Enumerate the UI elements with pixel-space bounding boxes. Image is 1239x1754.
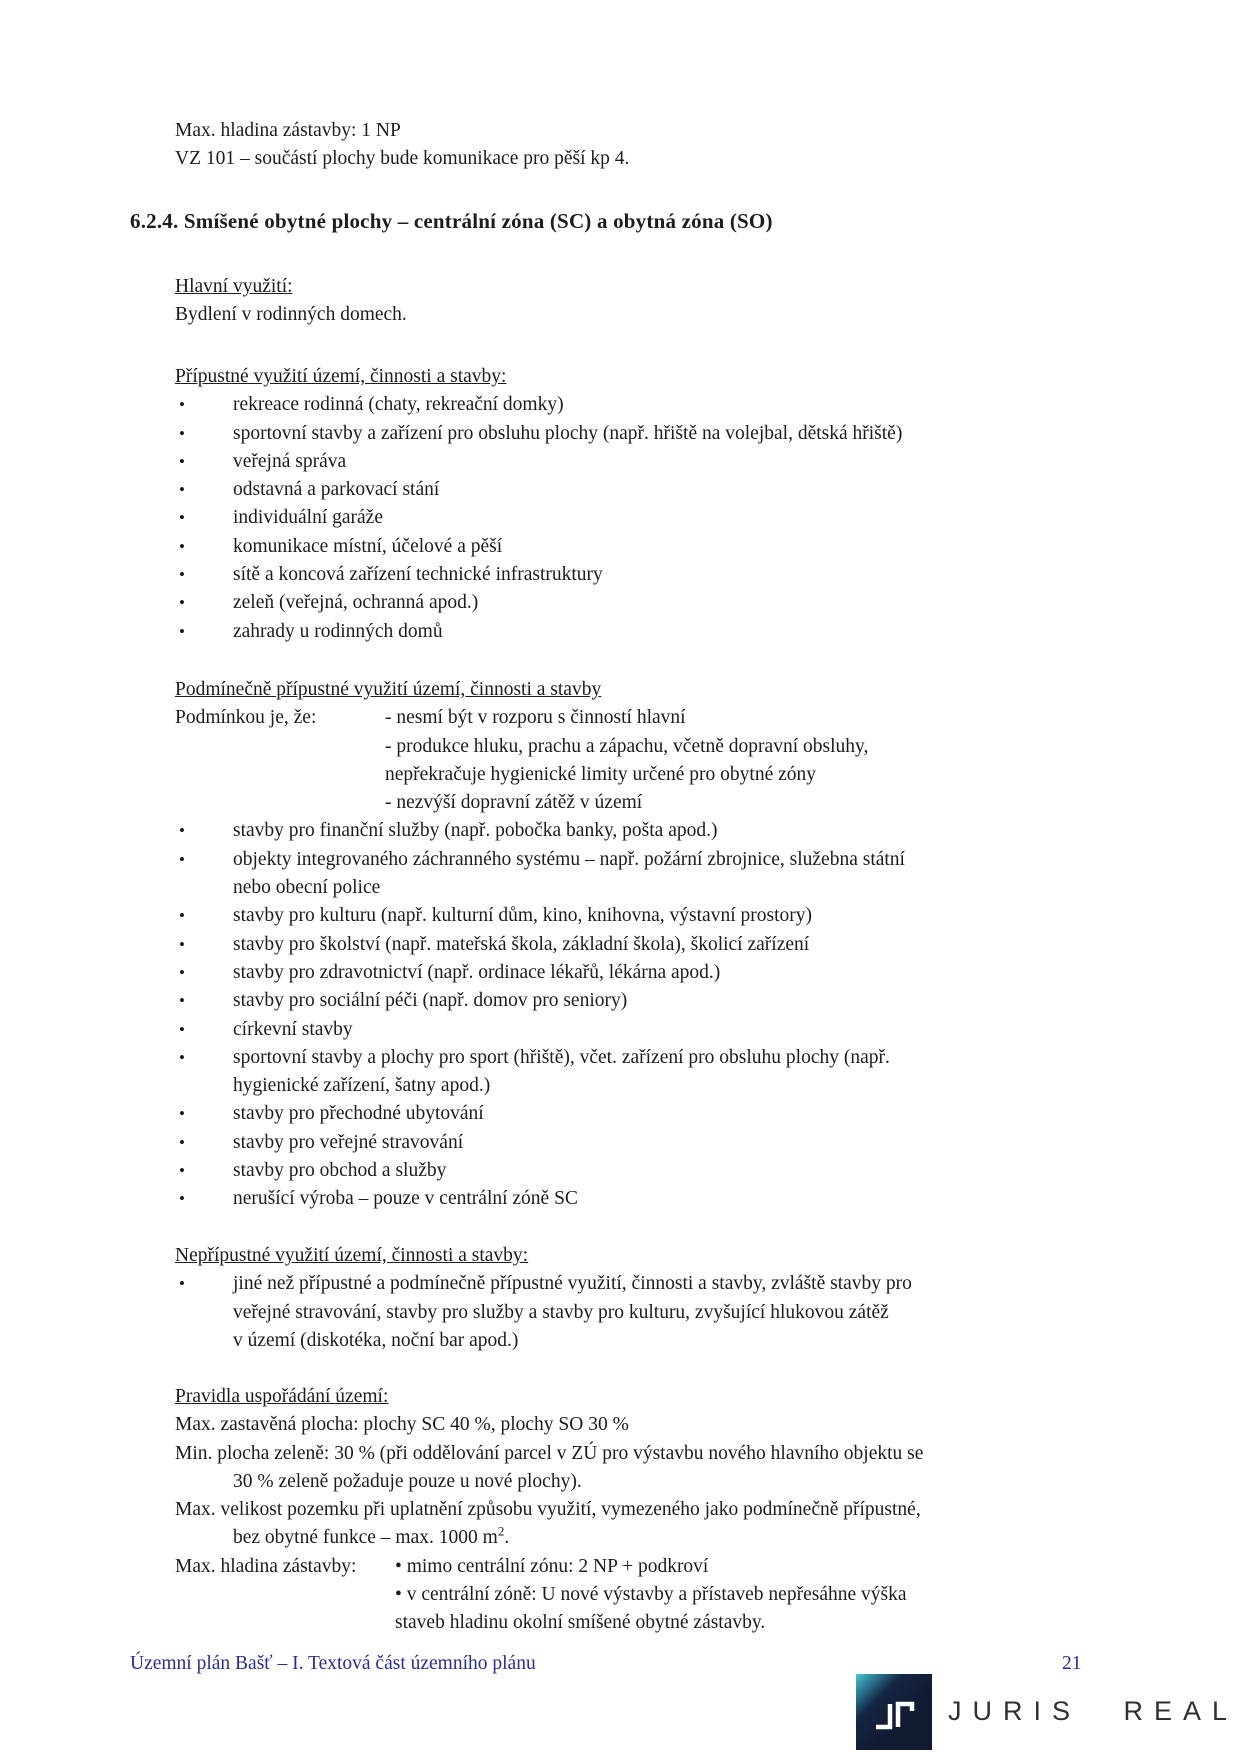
list-item: [175, 959, 905, 987]
logo-square-icon: [856, 1674, 932, 1750]
list-item-text: stavby pro veřejné stravování: [233, 1131, 464, 1153]
hlavni-section: [175, 273, 407, 330]
list-item-text: stavby pro kulturu (např. kulturní dům, kino, knihovna, výstavní prostory): [233, 905, 812, 927]
list-item-text: jiné než přípustné a podmínečně přípustné využití, činnosti a stavby, zvláště stavby pro: [233, 1273, 912, 1295]
pravidla-line: Max. zastavěná plocha: plochy SC 40 %, plochy SO 30 %: [175, 1414, 629, 1436]
list-item: [175, 391, 902, 419]
list-item: [175, 504, 902, 532]
list-item-text: stavby pro finanční služby (např. pobočka banky, pošta apod.): [233, 820, 718, 842]
bullet-icon: [179, 1044, 185, 1072]
list-item-continuation: hygienické zařízení, šatny apod.): [233, 1075, 491, 1097]
list-item-text: církevní stavby: [233, 1018, 353, 1040]
bullet-icon: [179, 1270, 185, 1298]
juris-real-logo-icon: [856, 1674, 932, 1750]
bullet-icon: [179, 448, 185, 476]
list-item: [175, 1100, 905, 1128]
pravidla-section: [175, 1383, 923, 1638]
hladina-line: • v centrální zóně: U nové výstavby a přístaveb nepřesáhne výška: [395, 1584, 907, 1606]
pravidla-line-continuation: [175, 1524, 923, 1552]
hlavni-heading: Hlavní využití:: [175, 276, 293, 297]
list-item: [175, 448, 902, 476]
list-item: [175, 987, 905, 1015]
condition-line: nepřekračuje hygienické limity určené pro obytné zóny: [385, 763, 816, 785]
footer-document-title: Územní plán Bašť – I. Textová část územního plánu: [130, 1653, 536, 1674]
bullet-icon: [179, 817, 185, 845]
list-item-text: stavby pro sociální péči (např. domov pro seniory): [233, 990, 628, 1012]
list-item: [175, 1044, 905, 1072]
list-item-continuation: veřejné stravování, stavby pro služby a stavby pro kulturu, zvyšující hlukovou zátěž: [233, 1301, 889, 1323]
bullet-icon: [179, 959, 185, 987]
hladina-line: • mimo centrální zónu: 2 NP + podkroví: [395, 1555, 709, 1577]
podminecne-heading: Podmínečně přípustné využití území, činnosti a stavby: [175, 679, 602, 700]
list-item-text: objekty integrovaného záchranného systému – např. požární zbrojnice, služebna státní: [233, 848, 905, 870]
brand-wordmark: JURIS REAL: [948, 1696, 1239, 1726]
podminecne-section: [175, 676, 905, 1214]
list-item: [175, 902, 905, 930]
list-item: [175, 1129, 905, 1157]
page-number: 21: [1062, 1653, 1082, 1674]
intro-block: [175, 117, 629, 174]
list-item: [175, 1157, 905, 1185]
bullet-icon: [179, 476, 185, 504]
pripustne-heading: Přípustné využití území, činnosti a stavby:: [175, 366, 507, 387]
list-item: [175, 420, 902, 448]
pravidla-line-continuation: 30 % zeleně požaduje pouze u nové plochy).: [233, 1470, 582, 1492]
hladina-label: Max. hladina zástavby:: [175, 1555, 357, 1577]
condition-line: - nesmí být v rozporu s činností hlavní: [385, 707, 686, 729]
bullet-icon: [179, 504, 185, 532]
list-item-text: sportovní stavby a plochy pro sport (hřiště), včet. zařízení pro obsluhu plochy (např.: [233, 1046, 890, 1068]
list-item-text: stavby pro obchod a služby: [233, 1160, 447, 1182]
superscript: 2: [497, 1523, 505, 1539]
intro-line: VZ 101 – součástí plochy bude komunikace pro pěší kp 4.: [175, 148, 630, 170]
list-item: [175, 931, 905, 959]
list-item: [175, 476, 902, 504]
list-item: [175, 1016, 905, 1044]
bullet-icon: [179, 589, 185, 617]
hlavni-body: Bydlení v rodinných domech.: [175, 304, 407, 326]
bullet-icon: [179, 391, 185, 419]
bullet-icon: [179, 846, 185, 874]
bullet-icon: [179, 618, 185, 646]
list-item-text: odstavná a parkovací stání: [233, 479, 440, 501]
list-item-text: zahrady u rodinných domů: [233, 620, 443, 642]
bullet-icon: [179, 561, 185, 589]
list-item-text: stavby pro přechodné ubytování: [233, 1103, 484, 1125]
condition-line: - nezvýší dopravní zátěž v území: [385, 792, 643, 814]
list-item: [175, 1185, 905, 1213]
hladina-line: staveb hladinu okolní smíšené obytné zástavby.: [395, 1612, 766, 1634]
list-item-text: veřejná správa: [233, 450, 347, 472]
list-item-text: sportovní stavby a zařízení pro obsluhu plochy (např. hřiště na volejbal, dětská hřiště): [233, 422, 903, 444]
bullet-icon: [179, 902, 185, 930]
pravidla-line-text: .: [504, 1527, 510, 1549]
bullet-icon: [179, 1157, 185, 1185]
list-item-text: stavby pro zdravotnictví (např. ordinace lékařů, lékárna apod.): [233, 961, 721, 983]
bullet-icon: [179, 931, 185, 959]
bullet-icon: [179, 1100, 185, 1128]
list-item: [175, 589, 902, 617]
intro-line: Max. hladina zástavby: 1 NP: [175, 120, 401, 141]
list-item-text: sítě a koncová zařízení technické infrastruktury: [233, 564, 603, 586]
section-heading: 6.2.4. Smíšené obytné plochy – centrální zóna (SC) a obytná zóna (SO): [130, 209, 773, 233]
nepripustne-heading: Nepřípustné využití území, činnosti a stavby:: [175, 1245, 529, 1266]
list-item-continuation: v území (diskotéka, noční bar apod.): [233, 1329, 519, 1351]
pripustne-section: [175, 363, 902, 646]
pravidla-heading: Pravidla uspořádání území:: [175, 1386, 389, 1407]
nepripustne-section: [175, 1242, 912, 1355]
list-item-text: zeleň (veřejná, ochranná apod.): [233, 592, 479, 614]
list-item: [175, 533, 902, 561]
list-item-continuation: nebo obecní police: [233, 877, 381, 899]
bullet-icon: [179, 1016, 185, 1044]
list-item-text: rekreace rodinná (chaty, rekreační domky): [233, 394, 564, 416]
pravidla-line: Min. plocha zeleně: 30 % (při oddělování parcel v ZÚ pro výstavbu nového hlavního objektu se: [175, 1442, 924, 1464]
hladina-block: [175, 1553, 923, 1638]
bullet-icon: [179, 420, 185, 448]
bullet-icon: [179, 1129, 185, 1157]
condition-label: Podmínkou je, že:: [175, 707, 317, 729]
condition-block: [175, 704, 905, 817]
list-item: [175, 561, 902, 589]
list-item-text: stavby pro školství (např. mateřská škola, základní škola), školicí zařízení: [233, 933, 810, 955]
pravidla-line-text: bez obytné funkce – max. 1000 m: [233, 1527, 498, 1549]
pravidla-line: Max. velikost pozemku při uplatnění způsobu využití, vymezeného jako podmínečně přípustné,: [175, 1499, 921, 1521]
condition-line: - produkce hluku, prachu a zápachu, včetně dopravní obsluhy,: [385, 735, 869, 757]
bullet-icon: [179, 1185, 185, 1213]
list-item-text: nerušící výroba – pouze v centrální zóně SC: [233, 1188, 578, 1210]
list-item: [175, 1270, 912, 1298]
list-item-text: komunikace místní, účelové a pěší: [233, 535, 503, 557]
bullet-icon: [179, 533, 185, 561]
list-item-text: individuální garáže: [233, 507, 383, 529]
list-item: [175, 618, 902, 646]
list-item: [175, 817, 905, 845]
bullet-icon: [179, 987, 185, 1015]
list-item: [175, 846, 905, 874]
